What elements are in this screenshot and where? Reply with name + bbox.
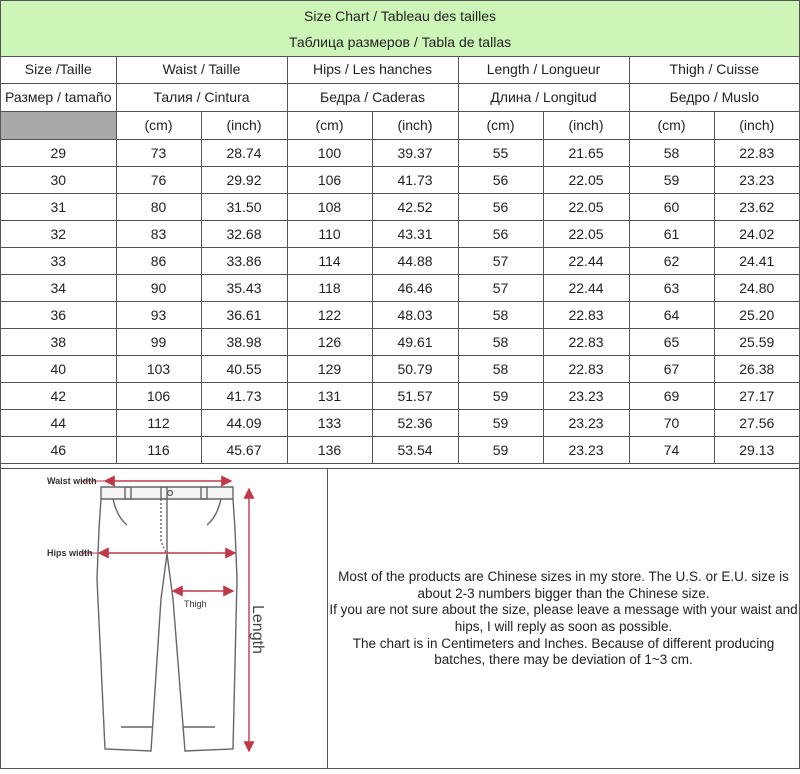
table-row: [1, 302, 799, 329]
cell-waist-inch: 33.86: [201, 248, 287, 275]
cell-hips-cm: 108: [287, 194, 372, 221]
cell-length-inch: 22.05: [543, 194, 629, 221]
cell-waist-cm: 116: [116, 437, 201, 464]
table-row: [1, 383, 799, 410]
cell-thigh-inch: 23.23: [714, 167, 799, 194]
cell-waist-cm: 93: [116, 302, 201, 329]
cell-size: 34: [1, 275, 116, 302]
hips-unit-cm: (cm): [287, 112, 372, 140]
cell-thigh-inch: 24.41: [714, 248, 799, 275]
cell-size: 31: [1, 194, 116, 221]
unit-row: [1, 112, 799, 140]
cell-waist-cm: 73: [116, 140, 201, 167]
cell-thigh-cm: 70: [629, 410, 714, 437]
waist-header-2: Талия / Cintura: [116, 84, 287, 112]
cell-thigh-inch: 24.02: [714, 221, 799, 248]
cell-waist-inch: 36.61: [201, 302, 287, 329]
cell-length-inch: 22.05: [543, 167, 629, 194]
cell-waist-inch: 29.92: [201, 167, 287, 194]
cell-length-cm: 58: [458, 329, 543, 356]
cell-waist-inch: 45.67: [201, 437, 287, 464]
cell-hips-inch: 39.37: [372, 140, 458, 167]
hips-width-label: Hips width: [47, 548, 93, 558]
cell-waist-cm: 76: [116, 167, 201, 194]
table-row: [1, 437, 799, 464]
waist-header-1: Waist / Taille: [116, 56, 287, 84]
thigh-unit-cm: (cm): [629, 112, 714, 140]
cell-waist-inch: 28.74: [201, 140, 287, 167]
cell-waist-cm: 103: [116, 356, 201, 383]
cell-length-cm: 56: [458, 194, 543, 221]
note-line-5: The chart is in Centimeters and Inches. Because of different producing: [352, 635, 775, 651]
cell-length-inch: 22.44: [543, 275, 629, 302]
cell-hips-inch: 48.03: [372, 302, 458, 329]
cell-length-cm: 58: [458, 356, 543, 383]
cell-size: 33: [1, 248, 116, 275]
cell-hips-cm: 126: [287, 329, 372, 356]
hips-unit-inch: (inch): [372, 112, 458, 140]
thigh-header-2: Бедро / Muslo: [629, 84, 799, 112]
note-line-2: about 2-3 numbers bigger than the Chinese size.: [417, 585, 710, 601]
cell-length-inch: 23.23: [543, 383, 629, 410]
note-line-3: If you are not sure about the size, please leave a message with your waist and: [329, 602, 798, 618]
cell-size: 29: [1, 140, 116, 167]
hips-header-1: Hips / Les hanches: [287, 56, 458, 84]
cell-size: 42: [1, 383, 116, 410]
cell-hips-inch: 42.52: [372, 194, 458, 221]
cell-thigh-cm: 74: [629, 437, 714, 464]
cell-thigh-cm: 62: [629, 248, 714, 275]
cell-length-inch: 21.65: [543, 140, 629, 167]
cell-hips-inch: 41.73: [372, 167, 458, 194]
cell-size: 40: [1, 356, 116, 383]
cell-thigh-cm: 64: [629, 302, 714, 329]
cell-waist-cm: 83: [116, 221, 201, 248]
cell-thigh-inch: 26.38: [714, 356, 799, 383]
cell-waist-inch: 32.68: [201, 221, 287, 248]
cell-size: 36: [1, 302, 116, 329]
cell-length-inch: 22.83: [543, 329, 629, 356]
size-note: [328, 469, 799, 769]
cell-length-inch: 23.23: [543, 410, 629, 437]
cell-waist-inch: 38.98: [201, 329, 287, 356]
cell-thigh-inch: 29.13: [714, 437, 799, 464]
cell-size: 30: [1, 167, 116, 194]
cell-waist-inch: 41.73: [201, 383, 287, 410]
size-table: [1, 56, 799, 464]
cell-hips-inch: 43.31: [372, 221, 458, 248]
bottom-section: [1, 468, 799, 769]
length-unit-inch: (inch): [543, 112, 629, 140]
header-row-2: [1, 84, 799, 112]
cell-thigh-cm: 67: [629, 356, 714, 383]
table-row: [1, 248, 799, 275]
cell-hips-cm: 131: [287, 383, 372, 410]
length-header-1: Length / Longueur: [458, 56, 629, 84]
cell-thigh-cm: 69: [629, 383, 714, 410]
cell-thigh-cm: 59: [629, 167, 714, 194]
cell-hips-cm: 133: [287, 410, 372, 437]
cell-waist-cm: 86: [116, 248, 201, 275]
cell-hips-cm: 106: [287, 167, 372, 194]
note-line-4: hips, I will reply as soon as possible.: [454, 619, 673, 634]
cell-hips-inch: 44.88: [372, 248, 458, 275]
cell-hips-inch: 49.61: [372, 329, 458, 356]
cell-length-inch: 22.05: [543, 221, 629, 248]
table-row: [1, 275, 799, 302]
size-header-1: Size /Taille: [1, 56, 116, 84]
cell-length-cm: 58: [458, 302, 543, 329]
cell-hips-inch: 46.46: [372, 275, 458, 302]
pants-outline: [97, 487, 237, 751]
size-note-text: [325, 569, 800, 669]
cell-thigh-inch: 25.20: [714, 302, 799, 329]
length-header-2: Длина / Longitud: [458, 84, 629, 112]
cell-waist-cm: 80: [116, 194, 201, 221]
cell-waist-inch: 35.43: [201, 275, 287, 302]
cell-hips-cm: 114: [287, 248, 372, 275]
cell-length-cm: 55: [458, 140, 543, 167]
cell-hips-cm: 129: [287, 356, 372, 383]
hips-header-2: Бедра / Caderas: [287, 84, 458, 112]
cell-thigh-inch: 25.59: [714, 329, 799, 356]
pants-diagram: [1, 469, 328, 769]
thigh-unit-inch: (inch): [714, 112, 799, 140]
cell-thigh-cm: 65: [629, 329, 714, 356]
table-row: [1, 167, 799, 194]
cell-hips-cm: 110: [287, 221, 372, 248]
cell-waist-inch: 40.55: [201, 356, 287, 383]
cell-thigh-inch: 22.83: [714, 140, 799, 167]
cell-size: 46: [1, 437, 116, 464]
note-line-6: batches, there may be deviation of 1~3 cm.: [434, 652, 693, 668]
cell-length-inch: 22.83: [543, 356, 629, 383]
cell-hips-cm: 100: [287, 140, 372, 167]
cell-thigh-inch: 27.17: [714, 383, 799, 410]
cell-waist-inch: 44.09: [201, 410, 287, 437]
cell-length-cm: 57: [458, 248, 543, 275]
table-row: [1, 356, 799, 383]
cell-length-cm: 59: [458, 437, 543, 464]
title-line-2: Таблица размеров / Tabla de tallas: [288, 34, 512, 50]
size-header-2: Размер / tamaño: [1, 84, 116, 112]
note-line-1: Most of the products are Chinese sizes in my store. The U.S. or E.U. size is: [338, 569, 789, 585]
waist-unit-cm: (cm): [116, 112, 201, 140]
length-unit-cm: (cm): [458, 112, 543, 140]
cell-thigh-cm: 61: [629, 221, 714, 248]
cell-size: 38: [1, 329, 116, 356]
cell-length-inch: 23.23: [543, 437, 629, 464]
cell-thigh-cm: 60: [629, 194, 714, 221]
cell-thigh-inch: 27.56: [714, 410, 799, 437]
thigh-header-1: Thigh / Cuisse: [629, 56, 799, 84]
cell-hips-inch: 50.79: [372, 356, 458, 383]
cell-thigh-cm: 58: [629, 140, 714, 167]
cell-waist-inch: 31.50: [201, 194, 287, 221]
table-row: [1, 140, 799, 167]
title-line-1: Size Chart / Tableau des tailles: [304, 8, 496, 24]
table-row: [1, 410, 799, 437]
cell-thigh-inch: 24.80: [714, 275, 799, 302]
cell-waist-cm: 112: [116, 410, 201, 437]
cell-thigh-inch: 23.62: [714, 194, 799, 221]
pants-illustration: [1, 469, 327, 769]
cell-waist-cm: 99: [116, 329, 201, 356]
title-block: [1, 1, 799, 57]
cell-hips-inch: 52.36: [372, 410, 458, 437]
waist-unit-inch: (inch): [201, 112, 287, 140]
thigh-label: Thigh: [184, 599, 207, 609]
header-row-1: [1, 56, 799, 84]
table-row: [1, 194, 799, 221]
table-row: [1, 221, 799, 248]
unit-blank-cell: [1, 112, 116, 140]
cell-size: 44: [1, 410, 116, 437]
cell-length-cm: 56: [458, 167, 543, 194]
cell-length-cm: 59: [458, 383, 543, 410]
cell-length-inch: 22.83: [543, 302, 629, 329]
cell-thigh-cm: 63: [629, 275, 714, 302]
cell-hips-inch: 51.57: [372, 383, 458, 410]
cell-size: 32: [1, 221, 116, 248]
cell-waist-cm: 106: [116, 383, 201, 410]
cell-hips-inch: 53.54: [372, 437, 458, 464]
length-label: Length: [249, 605, 266, 654]
cell-length-cm: 57: [458, 275, 543, 302]
table-row: [1, 329, 799, 356]
cell-hips-cm: 122: [287, 302, 372, 329]
cell-hips-cm: 118: [287, 275, 372, 302]
cell-waist-cm: 90: [116, 275, 201, 302]
cell-length-cm: 59: [458, 410, 543, 437]
cell-hips-cm: 136: [287, 437, 372, 464]
cell-length-inch: 22.44: [543, 248, 629, 275]
cell-length-cm: 56: [458, 221, 543, 248]
waist-width-label: Waist width: [47, 476, 97, 486]
